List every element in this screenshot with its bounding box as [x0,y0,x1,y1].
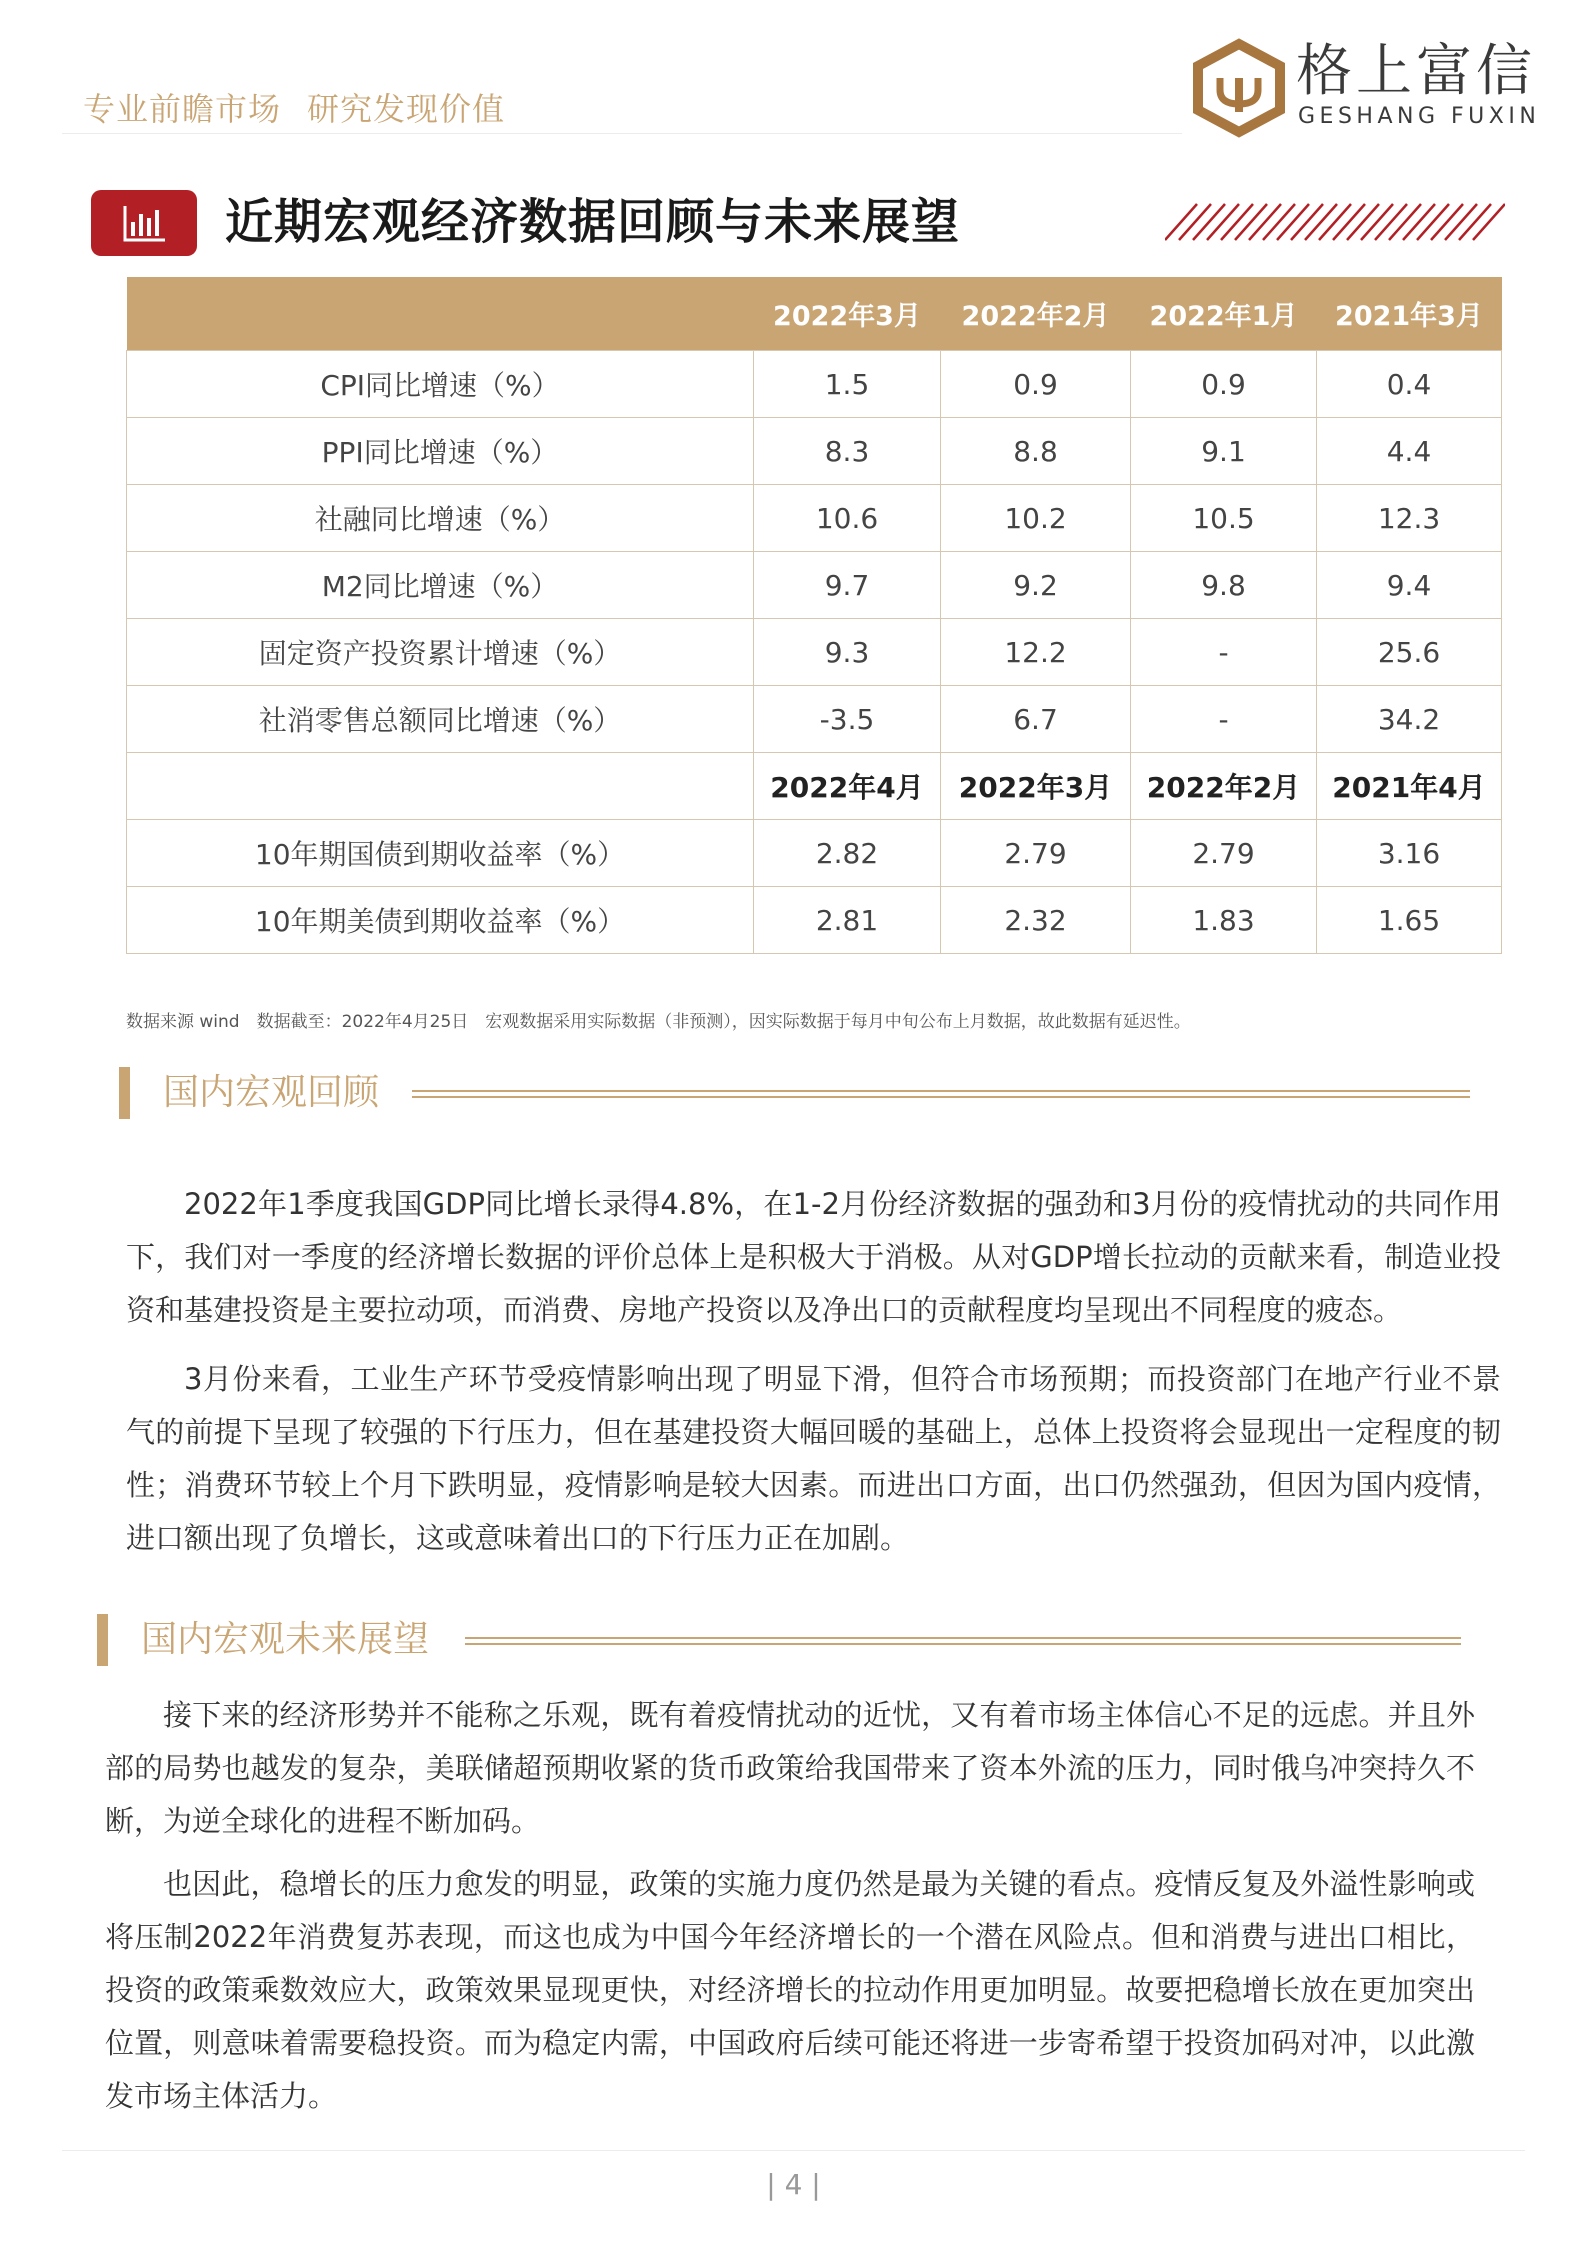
table-cell: - [1131,619,1317,686]
row-label: 10年期国债到期收益率（%） [127,820,754,887]
paragraph-review-2: 3月份来看，工业生产环节受疫情影响出现了明显下滑，但符合市场预期；而投资部门在地产行业不景气的前提下呈现了较强的下行压力，但在基建投资大幅回暖的基础上，总体上投资将会显现出一定程度的韧性；消费环节较上个月下跌明显，疫情影响是较大因素。而进出口方面，出口仍然强劲，但因为国内疫情，进口额出现了负增长，这或意味着出口的下行压力正在加剧。 [126,1362,1501,1555]
table-cell: 4.4 [1317,418,1502,485]
decorative-slashes [1165,200,1505,244]
table-row [127,686,1502,753]
subheader-cell: 2022年4月 [754,753,941,820]
table-cell: 0.9 [1131,351,1317,418]
subheader-cell: 2021年4月 [1317,753,1502,820]
table-cell: 10.6 [754,485,941,552]
table-cell: 0.9 [941,351,1131,418]
row-label: CPI同比增速（%） [127,351,754,418]
table-cell: 1.65 [1317,887,1502,954]
table-row [127,820,1502,887]
table-cell: 3.16 [1317,820,1502,887]
table-cell: 9.8 [1131,552,1317,619]
table-cell: 1.83 [1131,887,1317,954]
subheader-cell [127,753,754,820]
table-cell: 9.2 [941,552,1131,619]
table-cell: - [1131,686,1317,753]
paragraph-review-1: 2022年1季度我国GDP同比增长录得4.8%，在1-2月份经济数据的强劲和3月份的疫情扰动的共同作用下，我们对一季度的经济增长数据的评价总体上是积极大于消极。从对GDP增长拉动的贡献来看，制造业投资和基建投资是主要拉动项，而消费、房地产投资以及净出口的贡献程度均呈现出不同程度的疲态。 [126,1187,1501,1327]
table-cell: 12.2 [941,619,1131,686]
table-cell: 12.3 [1317,485,1502,552]
table-cell: 10.2 [941,485,1131,552]
section-rule [465,1637,1461,1645]
header-cell [127,277,754,351]
table-cell: 9.3 [754,619,941,686]
data-source-note: 数据来源 wind 数据截至：2022年4月25日 宏观数据采用实际数据（非预测），因实际数据于每月中旬公布上月数据，故此数据有延迟性。 [126,1012,1191,1032]
bar-chart-icon [91,190,197,256]
row-label: 社消零售总额同比增速（%） [127,686,754,753]
table-cell: 10.5 [1131,485,1317,552]
table-cell: 8.8 [941,418,1131,485]
slogan-part-2: 研究发现价值 [307,90,506,128]
row-label: 固定资产投资累计增速（%） [127,619,754,686]
table-cell: 2.79 [1131,820,1317,887]
table-cell: 2.32 [941,887,1131,954]
header-cell: 2021年3月 [1317,277,1502,351]
header-cell: 2022年2月 [941,277,1131,351]
table-cell: 8.3 [754,418,941,485]
macro-data-table [126,277,1502,954]
logo-hexagon-icon [1190,38,1288,138]
table-row [127,351,1502,418]
header-cell: 2022年1月 [1131,277,1317,351]
section-rule [412,1090,1470,1098]
row-label: 社融同比增速（%） [127,485,754,552]
table-row [127,418,1502,485]
table-cell: 34.2 [1317,686,1502,753]
table-cell: 9.7 [754,552,941,619]
table-cell: 2.82 [754,820,941,887]
company-logo [1190,38,1560,138]
section-marker [97,1614,108,1666]
table-cell: 2.79 [941,820,1131,887]
table-cell: 0.4 [1317,351,1502,418]
section-title-outlook: 国内宏观未来展望 [141,1619,430,1660]
footer-divider [62,2150,1525,2151]
table-row [127,485,1502,552]
table-cell: 9.4 [1317,552,1502,619]
paragraph-outlook-1: 接下来的经济形势并不能称之乐观，既有着疫情扰动的近忧，又有着市场主体信心不足的远虑。并且外部的局势也越发的复杂，美联储超预期收紧的货币政策给我国带来了资本外流的压力，同时俄乌冲突持久不断，为逆全球化的进程不断加码。 [105,1698,1475,1838]
table-cell: 25.6 [1317,619,1502,686]
slogan-part-1: 专业前瞻市场 [83,90,282,128]
table-row [127,887,1502,954]
section-title-review: 国内宏观回顾 [163,1072,380,1113]
table-row [127,619,1502,686]
header-divider [62,133,1182,134]
row-label: PPI同比增速（%） [127,418,754,485]
logo-english-name: GESHANG FUXIN [1298,104,1541,129]
table-cell: 9.1 [1131,418,1317,485]
table-cell: 6.7 [941,686,1131,753]
row-label: M2同比增速（%） [127,552,754,619]
header-slogan [83,84,505,130]
table-cell: 1.5 [754,351,941,418]
logo-chinese-name: 格上富信 [1296,39,1536,104]
table-subheader-row [127,753,1502,820]
page-title: 近期宏观经济数据回顾与未来展望 [225,194,961,250]
table-cell: -3.5 [754,686,941,753]
paragraph-outlook-2: 也因此，稳增长的压力愈发的明显，政策的实施力度仍然是最为关键的看点。疫情反复及外溢性影响或将压制2022年消费复苏表现，而这也成为中国今年经济增长的一个潜在风险点。但和消费与进出口相比，投资的政策乘数效应大，政策效果显现更快，对经济增长的拉动作用更加明显。故要把稳增长放在更加突出位置，则意味着需要稳投资。而为稳定内需，中国政府后续可能还将进一步寄希望于投资加码对冲，以此激发市场主体活力。 [105,1867,1475,2113]
page-number: | 4 | [766,2168,821,2201]
subheader-cell: 2022年2月 [1131,753,1317,820]
table-cell: 2.81 [754,887,941,954]
table-row [127,552,1502,619]
table-header-row [127,277,1502,351]
subheader-cell: 2022年3月 [941,753,1131,820]
header-cell: 2022年3月 [754,277,941,351]
section-marker [119,1067,130,1119]
row-label: 10年期美债到期收益率（%） [127,887,754,954]
